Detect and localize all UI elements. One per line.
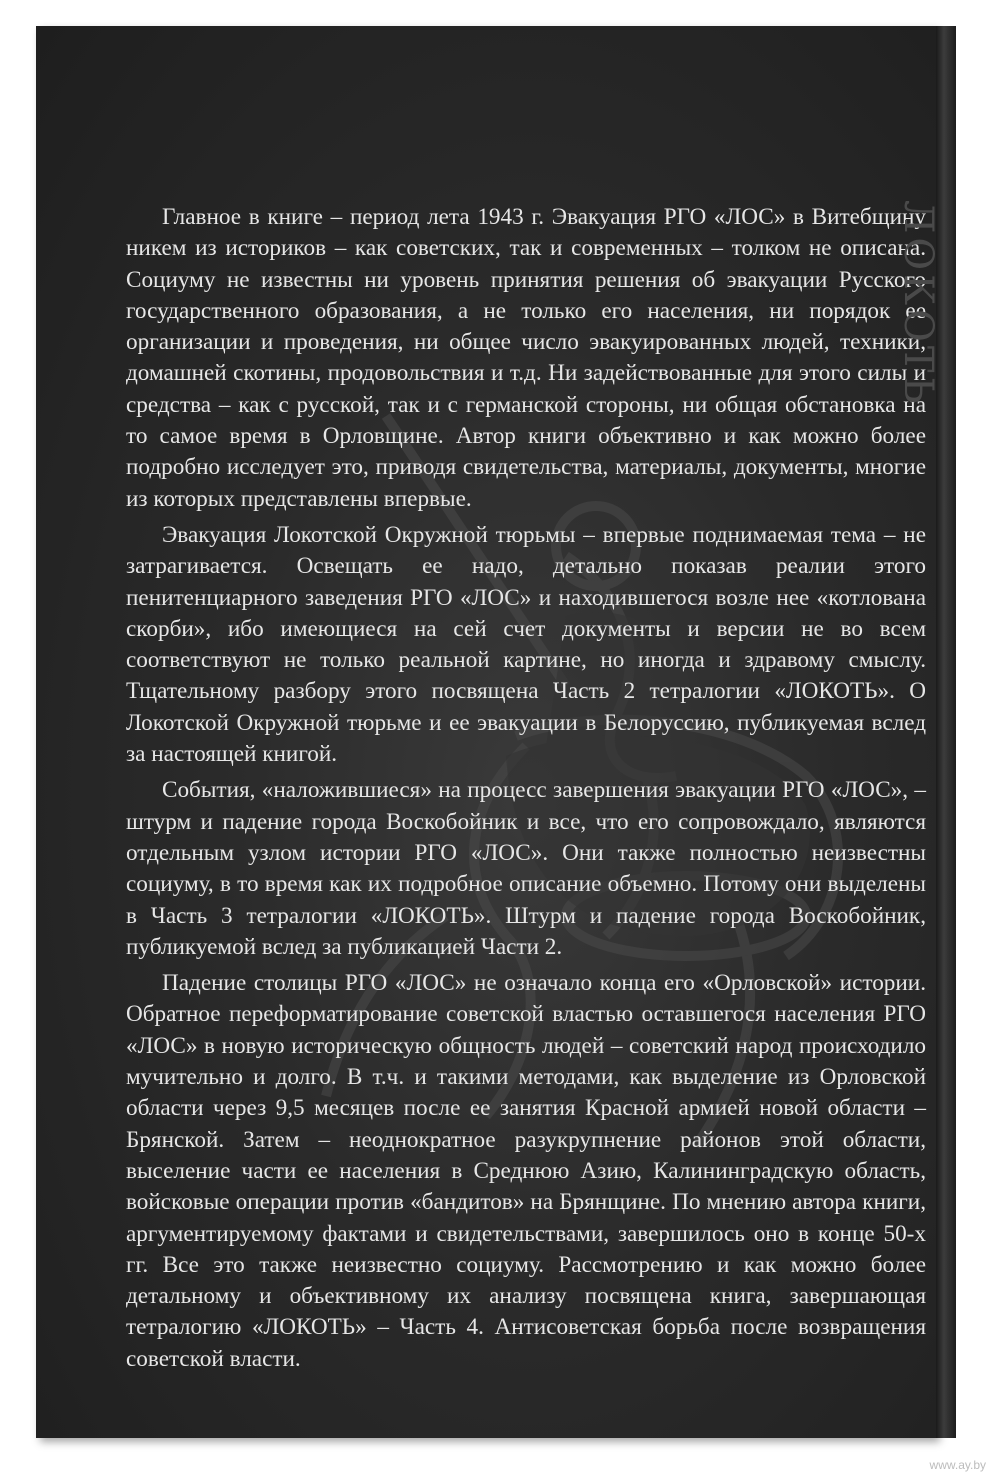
paragraph-1: Главное в книге – период лета 1943 г. Эвакуация РГО «ЛОС» в Витебщину никем из историков – как советских, так и современных – толком не описана. Социуму не известны ни уровень принятия решения об эвакуации Русского государственного образования, а не только его населения, ни порядок ее организации и проведения, ни общее число эвакуированных людей, техники, домашней скотины, продовольствия и т.д. Ни задействованные для этого силы и средства – как с русской, так и с германской стороны, ни общая обстановка на то самое время в Орловщине. Автор книги объективно и как можно более подробно исследует это, приводя свидетельства, материалы, документы, многие из которых представлены впервые.	[126, 204, 926, 512]
site-watermark: www.ay.by	[929, 1458, 986, 1472]
paragraph-2: Эвакуация Локотской Окружной тюрьмы – впервые поднимаемая тема – не затрагивается. Освещать ее надо, детально показав реалии этого пенитенциарного заведения РГО «ЛОС» и находившегося возле нее «котлована скорби», ибо имеющиеся на сей счет документы и версии не во всем соответствуют не только реальной картине, но иногда и здравому смыслу. Тщательному разбору этого посвящена Часть 2 тетралогии «ЛОКОТЬ». О Локотской Окружной тюрьме и ее эвакуации в Белоруссию, публикуемая вслед за настоящей книгой.	[126, 521, 926, 768]
paragraph-3: События, «наложившиеся» на процесс завершения эвакуации РГО «ЛОС», – штурм и падение города Воскобойник и все, что его сопровождало, являются отдельным узлом истории РГО «ЛОС». Они также полностью неизвестны социуму, в то время как их подробное описание объемно. Потому они выделены в Часть 3 тетралогии «ЛОКОТЬ». Штурм и падение города Воскобойник, публикуемой вслед за публикацией Части 2.	[126, 777, 926, 960]
annotation-text	[126, 202, 926, 1375]
spine-title	[940, 200, 954, 800]
book-back-cover	[36, 26, 936, 1438]
paragraph-4: Падение столицы РГО «ЛОС» не означало конца его «Орловской» истории. Обратное переформатирование советской властью оставшегося населения РГО «ЛОС» в новую историческую общность людей – советский народ происходило мучительно и долго. В т.ч. и такими методами, как выделение из Орловской области через 9,5 месяцев после ее занятия Красной армией новой области – Брянской. Затем – неоднократное разукрупнение районов этой области, выселение части ее населения в Среднюю Азию, Калининградскую область, войсковые операции против «бандитов» на Брянщине. По мнению автора книги, аргументируемому фактами и свидетельствами, завершилось оно в конце 50-х гг. Все это также неизвестно социуму. Рассмотрению и как можно более детальному и объективному их анализу посвящена книга, завершающая тетралогию «ЛОКОТЬ» – Часть 4. Антисоветская борьба после возвращения советской власти.	[126, 970, 926, 1372]
